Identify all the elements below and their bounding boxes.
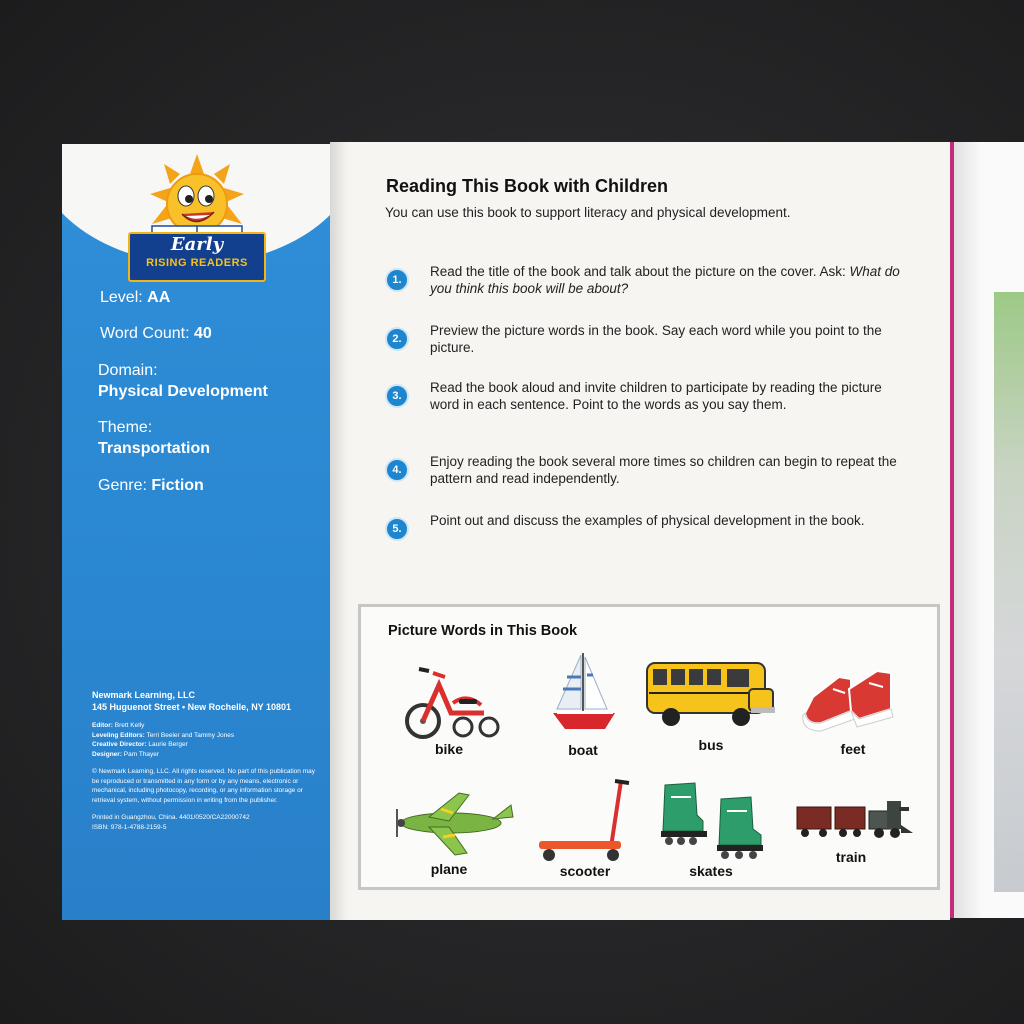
sneakers-icon	[793, 667, 913, 737]
step-text-plain: Read the title of the book and talk about the picture on the cover. Ask:	[430, 264, 850, 279]
step-number: 4.	[385, 458, 409, 482]
editor-label: Editor:	[92, 722, 113, 729]
illustration-edge	[994, 292, 1024, 892]
step-number: 5.	[385, 517, 409, 541]
guide-page	[330, 142, 950, 920]
theme-block	[98, 417, 210, 459]
theme-value: Transportation	[98, 440, 211, 457]
info-sidebar	[62, 144, 330, 920]
level-row	[100, 288, 170, 308]
book-spine-shadow	[330, 142, 348, 920]
domain-label: Domain:	[98, 362, 158, 379]
publisher-name: Newmark Learning, LLC	[92, 690, 196, 700]
picture-word-label: bus	[698, 737, 724, 753]
designer-label: Designer:	[92, 750, 122, 758]
picture-words-title: Picture Words in This Book	[388, 623, 578, 639]
logo-banner	[128, 232, 266, 282]
step-text: Read the book aloud and invite children to participate by reading the picture word in each sentence. Point to the words as you say them.	[430, 380, 882, 412]
word-count-value: 40	[193, 325, 212, 342]
picture-word-label: skates	[689, 863, 733, 879]
school-bus-icon	[641, 657, 781, 737]
train-icon	[791, 797, 921, 847]
scooter-icon	[525, 775, 645, 865]
step-text	[430, 264, 900, 297]
editor-value: Brett Kelly	[114, 722, 145, 729]
picture-word-label: scooter	[559, 863, 611, 879]
picture-word-scooter	[525, 775, 645, 885]
picture-word-label: feet	[840, 741, 866, 757]
early-rising-readers-logo	[122, 152, 272, 282]
step-number: 3.	[385, 384, 409, 408]
copyright-notice: © Newmark Learning, LLC. All rights reserved. No part of this publication may be reproduced or transmitted in any form or by any means, electronic or mechanical, including photocopy, recording, or any information storage or retrieval system, without permission in writing from the publisher.	[92, 768, 315, 804]
word-count-label: Word Count:	[100, 325, 190, 342]
isbn-line: ISBN: 978-1-4788-2159-5	[92, 823, 167, 831]
level-label: Level:	[100, 289, 143, 306]
page-shadow	[954, 142, 982, 918]
step-text: Point out and discuss the examples of physical development in the book.	[430, 513, 865, 528]
genre-row	[98, 476, 204, 496]
step-text-italic: What do you think this book will be about?	[430, 264, 900, 296]
picture-word-label: train	[835, 849, 867, 865]
domain-value: Physical Development	[98, 383, 268, 400]
creative-value: Laurie Berger	[148, 741, 188, 748]
page-subtitle: You can use this book to support literacy and physical development.	[385, 205, 791, 220]
theme-label: Theme:	[98, 419, 153, 436]
airplane-icon	[389, 787, 519, 867]
picture-word-label: plane	[430, 861, 468, 877]
staff-credits	[92, 721, 322, 759]
picture-words-box	[358, 604, 940, 890]
next-page-edge	[950, 142, 1024, 918]
step-number: 2.	[385, 327, 409, 351]
picture-word-plane	[389, 787, 509, 897]
genre-label: Genre:	[98, 477, 147, 494]
roller-skates-icon	[651, 775, 781, 865]
publisher-address: 145 Huguenot Street • New Rochelle, NY 10801	[92, 702, 292, 712]
page-title: Reading This Book with Children	[386, 176, 669, 196]
creative-label: Creative Director:	[92, 741, 147, 748]
picture-word-skates	[651, 775, 771, 885]
printing-info	[92, 813, 322, 832]
picture-word-train	[791, 797, 911, 907]
publisher-credits	[92, 689, 322, 832]
genre-value: Fiction	[151, 477, 204, 494]
word-count-row	[100, 324, 212, 344]
picture-word-bus	[641, 657, 761, 767]
picture-word-feet	[793, 667, 913, 777]
logo-line2: RISING READERS	[146, 257, 248, 269]
designer-value: Pam Thayer	[123, 750, 160, 758]
step-text: Enjoy reading the book several more times so children can begin to repeat the pattern and read independently.	[430, 454, 897, 486]
level-value: AA	[147, 289, 171, 306]
picture-word-label: boat	[568, 742, 598, 758]
picture-word-bike	[389, 655, 509, 765]
domain-block	[98, 360, 268, 402]
logo-line1: Early	[170, 234, 224, 255]
sailboat-icon	[523, 647, 643, 742]
picture-word-label: bike	[434, 741, 463, 757]
leveling-label: Leveling Editors:	[92, 731, 145, 739]
step-text: Preview the picture words in the book. Say each word while you point to the picture.	[430, 323, 882, 355]
printed-line: Printed in Guangzhou, China. 4401/0520/CA22000742	[92, 814, 250, 821]
picture-word-boat	[523, 647, 643, 757]
leveling-value: Terri Beeler and Tammy Jones	[146, 731, 235, 739]
step-number: 1.	[385, 268, 409, 292]
tricycle-icon	[389, 655, 509, 745]
